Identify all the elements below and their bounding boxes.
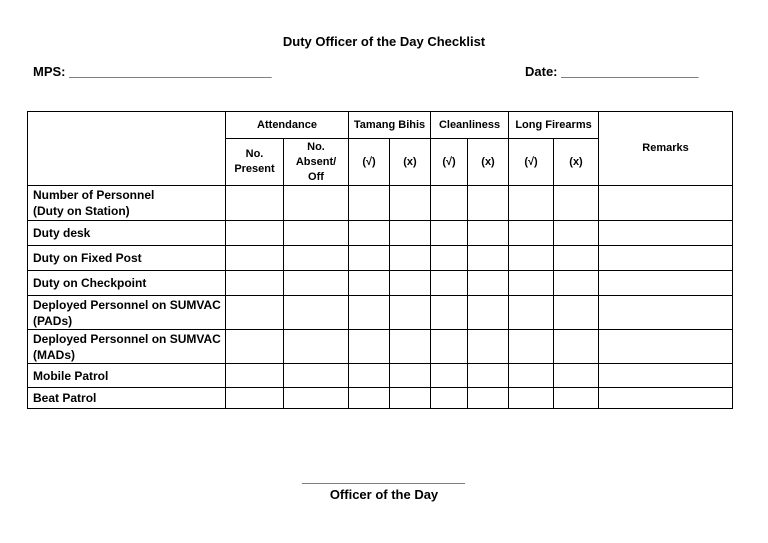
row-label-line-2: (MADs) [33,347,75,362]
cleanliness-check-cell[interactable] [431,388,468,409]
no-present-cell[interactable] [226,246,284,271]
tamang-bihis-check-cell[interactable] [349,296,390,330]
mps-field: MPS: ____________________________ [33,64,272,79]
remarks-cell[interactable] [599,388,733,409]
table-row [28,186,733,221]
no-present-line-1: No. [245,148,264,160]
remarks-header: Remarks [599,112,733,186]
long-firearms-check-header: (√) [509,139,554,186]
remarks-cell[interactable] [599,330,733,364]
tamang-bihis-check-cell[interactable] [349,271,390,296]
long-firearms-check-cell[interactable] [509,364,554,388]
row-label-line-1: Deployed Personnel on SUMVAC [33,297,221,312]
table-row [28,388,733,409]
long-firearms-check-cell[interactable] [509,296,554,330]
no-absent-cell[interactable] [284,246,349,271]
long-firearms-header: Long Firearms [509,112,599,139]
cleanliness-cross-cell[interactable] [468,364,509,388]
no-absent-line-2: Absent/ [295,155,337,168]
tamang-bihis-check-cell[interactable] [349,186,390,221]
no-absent-line-1: No. [307,140,325,153]
row-label: Duty on Fixed Post [28,246,226,271]
long-firearms-cross-cell[interactable] [554,186,599,221]
tamang-bihis-cross-header: (x) [390,139,431,186]
no-absent-line-3: Off [308,170,324,183]
no-absent-cell[interactable] [284,364,349,388]
signature-line: __________________________ [302,470,464,485]
no-absent-cell[interactable] [284,221,349,246]
cleanliness-cross-cell[interactable] [468,296,509,330]
tamang-bihis-cross-cell[interactable] [390,186,431,221]
long-firearms-check-cell[interactable] [509,330,554,364]
no-absent-header [284,139,349,186]
remarks-cell[interactable] [599,364,733,388]
no-absent-cell[interactable] [284,330,349,364]
cleanliness-cross-cell[interactable] [468,221,509,246]
remarks-cell[interactable] [599,271,733,296]
tamang-bihis-check-cell[interactable] [349,364,390,388]
cleanliness-cross-cell[interactable] [468,388,509,409]
no-present-cell[interactable] [226,296,284,330]
long-firearms-cross-cell[interactable] [554,271,599,296]
row-label-line-2: (PADs) [33,313,73,328]
tamang-bihis-check-cell[interactable] [349,221,390,246]
signature-label: Officer of the Day [329,487,439,502]
tamang-bihis-cross-cell[interactable] [390,246,431,271]
long-firearms-check-cell[interactable] [509,271,554,296]
tamang-bihis-check-cell[interactable] [349,246,390,271]
cleanliness-cross-header: (x) [468,139,509,186]
long-firearms-cross-cell[interactable] [554,221,599,246]
table-row [28,330,733,364]
no-present-cell[interactable] [226,388,284,409]
long-firearms-cross-cell[interactable] [554,330,599,364]
no-present-line-2: Present [234,163,275,175]
long-firearms-cross-cell[interactable] [554,296,599,330]
row-label-line-1: Deployed Personnel on SUMVAC [33,331,221,346]
tamang-bihis-check-header: (√) [349,139,390,186]
row-label [28,296,226,330]
cleanliness-check-cell[interactable] [431,271,468,296]
cleanliness-header: Cleanliness [431,112,509,139]
no-present-cell[interactable] [226,271,284,296]
remarks-cell[interactable] [599,186,733,221]
no-absent-cell[interactable] [284,296,349,330]
long-firearms-check-cell[interactable] [509,186,554,221]
header-row-groups [28,112,733,139]
table-row [28,271,733,296]
remarks-cell[interactable] [599,246,733,271]
remarks-cell[interactable] [599,221,733,246]
row-label: Duty on Checkpoint [28,271,226,296]
long-firearms-check-cell[interactable] [509,221,554,246]
cleanliness-check-cell[interactable] [431,330,468,364]
tamang-bihis-cross-cell[interactable] [390,388,431,409]
cleanliness-check-cell[interactable] [431,186,468,221]
table-row [28,364,733,388]
no-present-cell[interactable] [226,186,284,221]
no-absent-cell[interactable] [284,388,349,409]
no-absent-cell[interactable] [284,186,349,221]
table-row [28,221,733,246]
long-firearms-check-cell[interactable] [509,388,554,409]
tamang-bihis-check-cell[interactable] [349,388,390,409]
row-label [28,330,226,364]
date-field: Date: ___________________ [525,64,699,79]
cleanliness-check-cell[interactable] [431,221,468,246]
tamang-bihis-cross-cell[interactable] [390,221,431,246]
long-firearms-cross-cell[interactable] [554,364,599,388]
cleanliness-check-cell[interactable] [431,246,468,271]
tamang-bihis-cross-cell[interactable] [390,364,431,388]
tamang-bihis-cross-cell[interactable] [390,296,431,330]
cleanliness-cross-cell[interactable] [468,186,509,221]
cleanliness-cross-cell[interactable] [468,330,509,364]
no-present-cell[interactable] [226,364,284,388]
row-label: Beat Patrol [28,388,226,409]
long-firearms-cross-cell[interactable] [554,246,599,271]
cleanliness-check-header: (√) [431,139,468,186]
row-label: Mobile Patrol [28,364,226,388]
tamang-bihis-cross-cell[interactable] [390,330,431,364]
no-present-header [226,139,284,186]
table-row [28,296,733,330]
attendance-header: Attendance [226,112,349,139]
long-firearms-cross-header: (x) [554,139,599,186]
header-blank-cell [28,112,226,186]
checklist-table [27,111,733,409]
cleanliness-cross-cell[interactable] [468,271,509,296]
row-label: Duty desk [28,221,226,246]
row-label-line-1: Number of Personnel [33,188,155,202]
page-title: Duty Officer of the Day Checklist [282,34,486,49]
cleanliness-check-cell[interactable] [431,296,468,330]
tamang-bihis-check-cell[interactable] [349,330,390,364]
long-firearms-cross-cell[interactable] [554,388,599,409]
cleanliness-cross-cell[interactable] [468,246,509,271]
no-absent-cell[interactable] [284,271,349,296]
cleanliness-check-cell[interactable] [431,364,468,388]
no-present-cell[interactable] [226,221,284,246]
no-present-cell[interactable] [226,330,284,364]
table-row [28,246,733,271]
long-firearms-check-cell[interactable] [509,246,554,271]
row-label [28,186,226,221]
tamang-bihis-header: Tamang Bihis [349,112,431,139]
tamang-bihis-cross-cell[interactable] [390,271,431,296]
remarks-cell[interactable] [599,296,733,330]
row-label-line-2: (Duty on Station) [33,204,130,218]
